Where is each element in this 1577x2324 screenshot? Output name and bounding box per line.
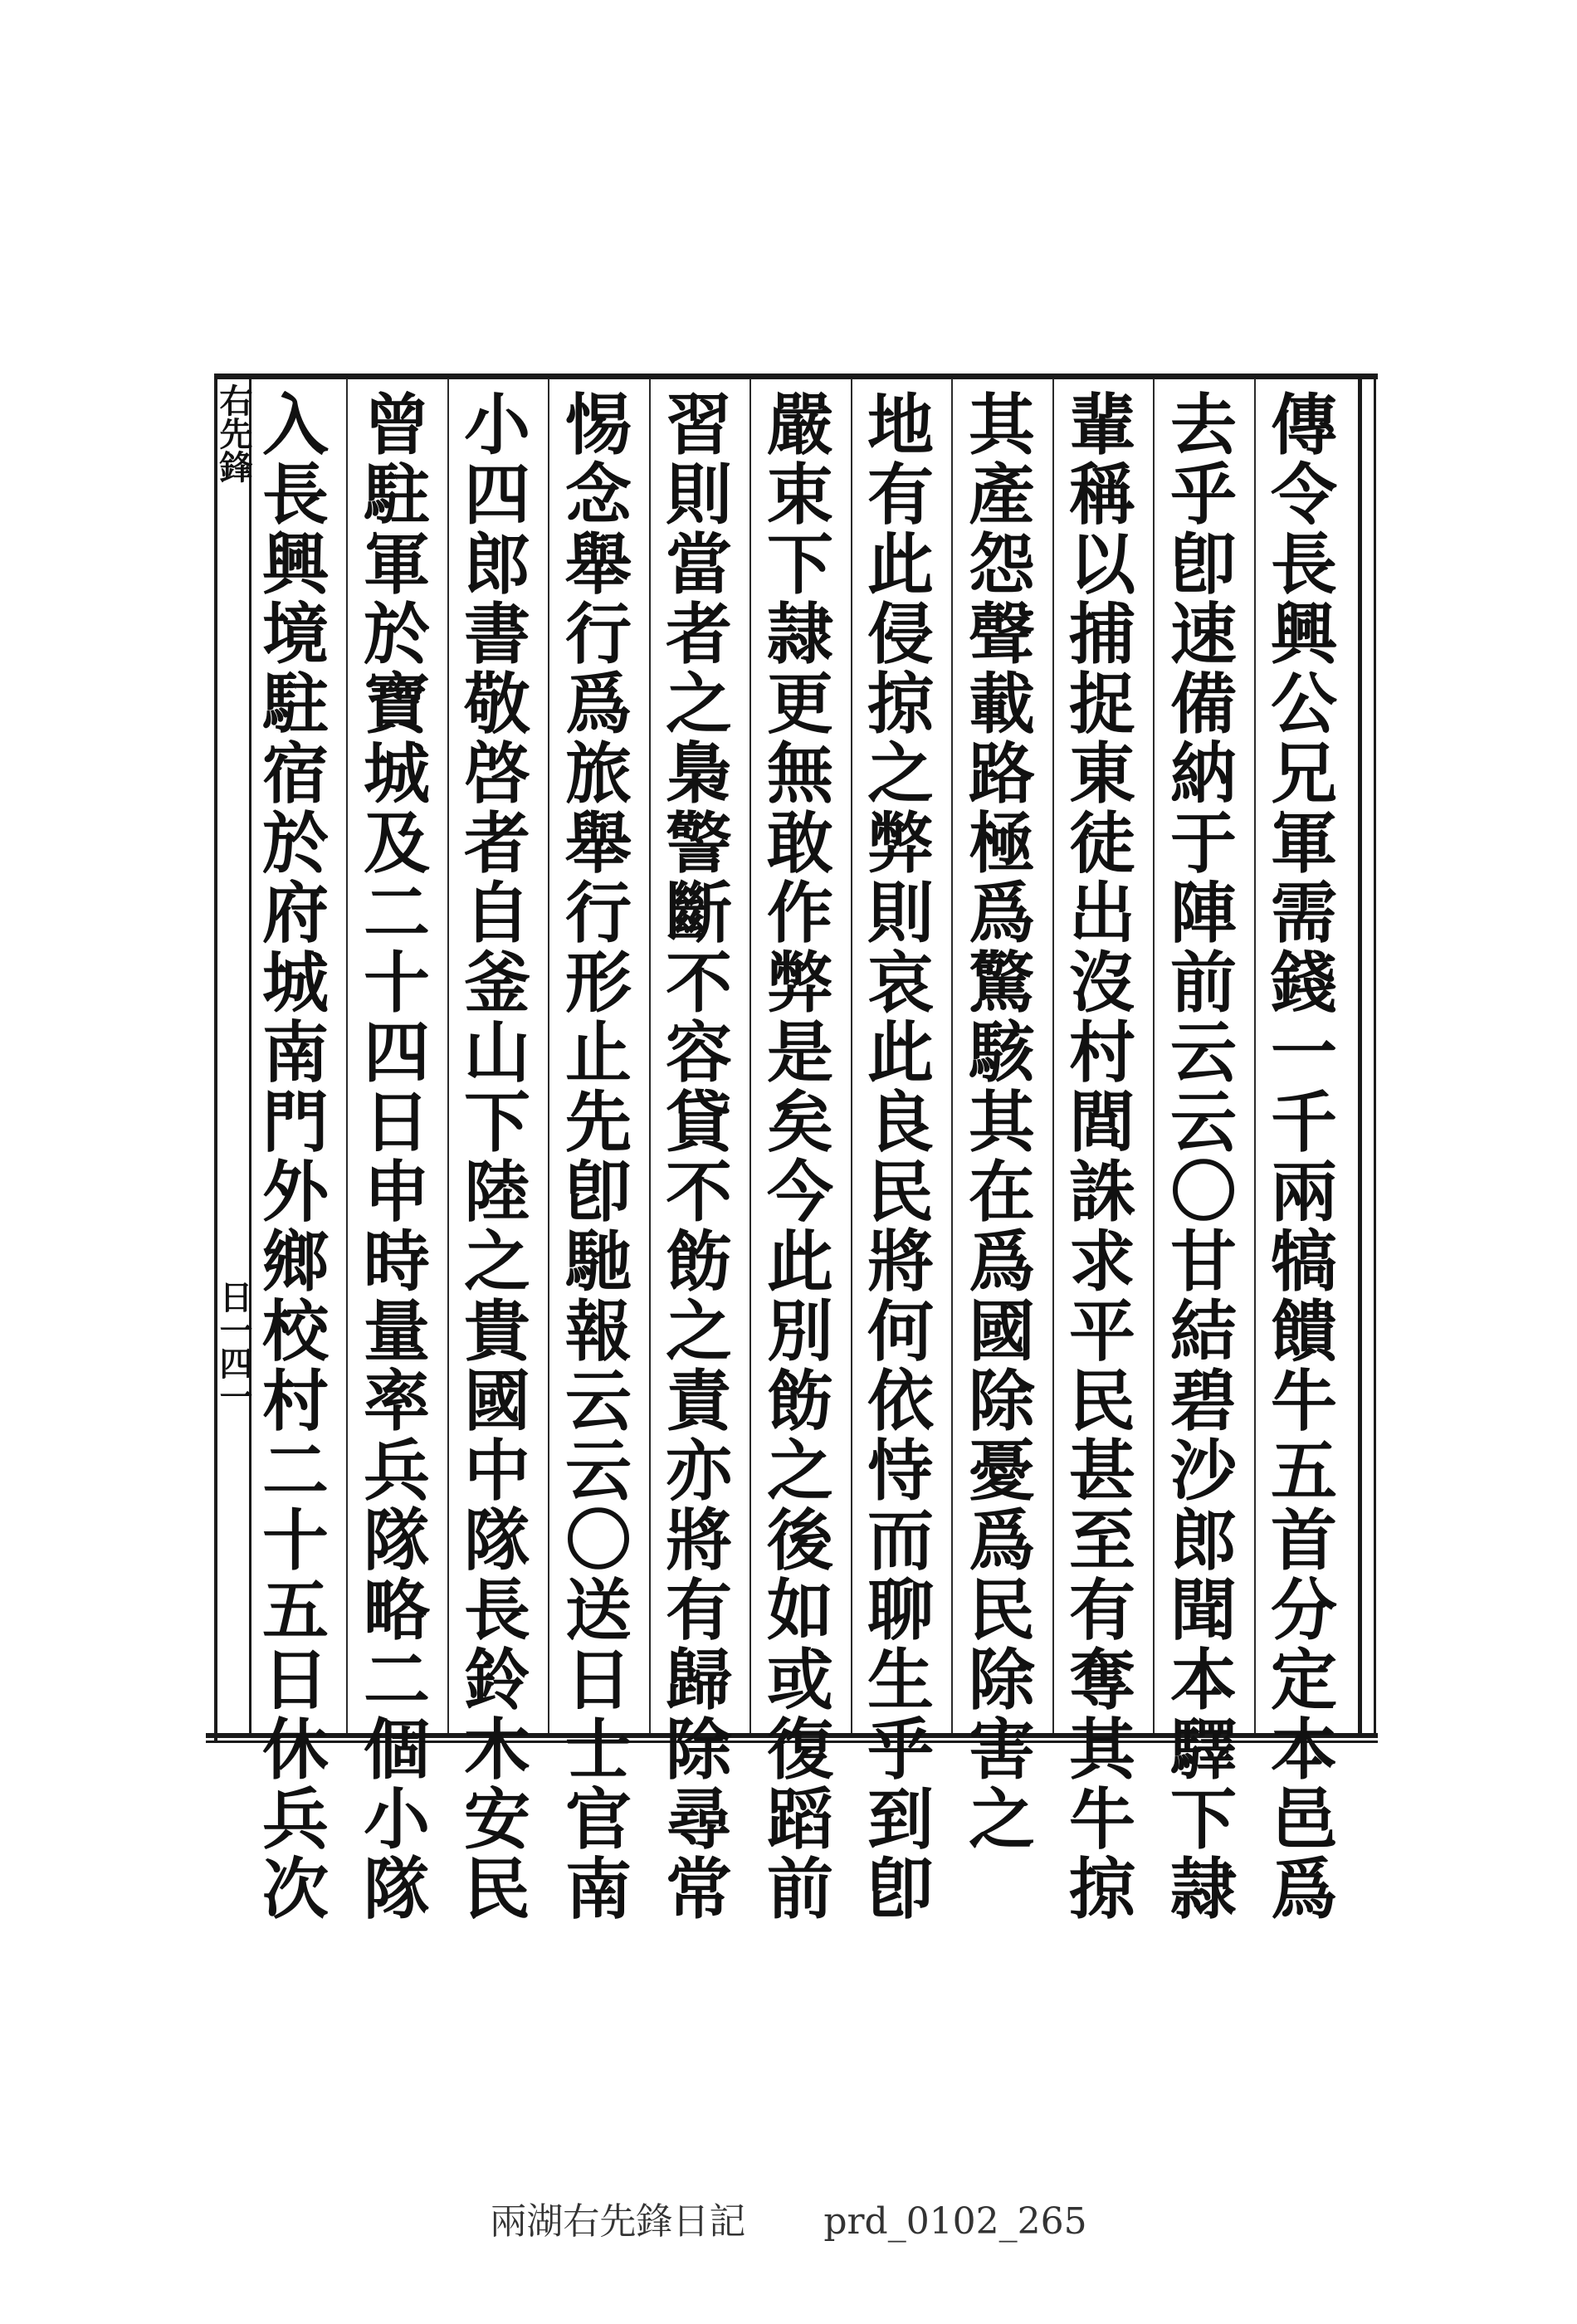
character: 此 bbox=[867, 1013, 934, 1091]
column-rule bbox=[749, 378, 751, 1733]
character: 矣 bbox=[767, 1083, 833, 1161]
character: 隊 bbox=[364, 1850, 430, 1928]
character: 舉 bbox=[565, 525, 632, 603]
text-column bbox=[857, 386, 944, 1928]
character: 隷 bbox=[1170, 1850, 1237, 1928]
character: 亦 bbox=[666, 1432, 732, 1510]
character: 作 bbox=[767, 874, 833, 952]
text-column bbox=[252, 386, 339, 1928]
character: 依 bbox=[867, 1362, 934, 1440]
character: 十 bbox=[364, 944, 430, 1022]
character: 城 bbox=[364, 735, 430, 813]
character: 送 bbox=[565, 1571, 632, 1649]
character: 稱 bbox=[1069, 456, 1135, 534]
character: 旅 bbox=[565, 735, 632, 813]
character: 有 bbox=[867, 456, 934, 534]
character: 誅 bbox=[1069, 1153, 1135, 1231]
character: 當 bbox=[666, 525, 732, 603]
footer-title: 兩湖右先鋒日記 bbox=[490, 2200, 746, 2243]
character: 者 bbox=[666, 595, 732, 673]
character: 〇 bbox=[1170, 1153, 1237, 1231]
character: 長 bbox=[464, 1571, 530, 1649]
character: 陸 bbox=[464, 1153, 530, 1231]
character: 之 bbox=[666, 1292, 732, 1370]
character: 歸 bbox=[666, 1641, 732, 1719]
character: 下 bbox=[1170, 1780, 1237, 1858]
character: 卽 bbox=[867, 1850, 934, 1928]
character: 不 bbox=[666, 944, 732, 1022]
character: 除 bbox=[969, 1362, 1035, 1440]
character: 略 bbox=[364, 1571, 430, 1649]
page-footer bbox=[0, 2191, 1577, 2244]
character: 下 bbox=[464, 1083, 530, 1161]
character: 以 bbox=[1069, 525, 1135, 603]
character: 〇 bbox=[565, 1501, 632, 1579]
fore-edge-rule bbox=[249, 374, 251, 1735]
footer-code: prd_0102_265 bbox=[823, 2200, 1087, 2243]
character: 是 bbox=[767, 1013, 833, 1091]
character: 申 bbox=[364, 1153, 430, 1231]
character: 後 bbox=[767, 1501, 833, 1579]
character: 官 bbox=[565, 1780, 632, 1858]
character: 生 bbox=[867, 1641, 934, 1719]
character: 入 bbox=[262, 386, 329, 464]
character: 二 bbox=[364, 874, 430, 952]
character: 木 bbox=[464, 1711, 530, 1789]
character: 釜 bbox=[464, 944, 530, 1022]
character: 怨 bbox=[969, 525, 1035, 603]
character: 駭 bbox=[969, 1013, 1035, 1091]
character: 常 bbox=[666, 1850, 732, 1928]
character: 之 bbox=[969, 1780, 1035, 1858]
character: 興 bbox=[1271, 595, 1337, 673]
character: 饋 bbox=[1271, 1292, 1337, 1370]
text-column bbox=[1261, 386, 1347, 1928]
character: 邑 bbox=[1271, 1780, 1337, 1858]
character: 時 bbox=[364, 1223, 430, 1301]
character: 弊 bbox=[867, 804, 934, 882]
character: 閭 bbox=[1069, 1083, 1135, 1161]
character: 郎 bbox=[1170, 1501, 1237, 1579]
character: 公 bbox=[1271, 665, 1337, 743]
character: 爲 bbox=[969, 1501, 1035, 1579]
character: 城 bbox=[262, 944, 329, 1022]
character: 鈴 bbox=[464, 1641, 530, 1719]
character: 其 bbox=[969, 1083, 1035, 1161]
character: 云 bbox=[1170, 1083, 1237, 1161]
character: 更 bbox=[767, 665, 833, 743]
character: 下 bbox=[767, 525, 833, 603]
character: 長 bbox=[1271, 525, 1337, 603]
character: 需 bbox=[1271, 874, 1337, 952]
character: 府 bbox=[262, 874, 329, 952]
character: 五 bbox=[1271, 1432, 1337, 1510]
character: 爲 bbox=[1271, 1850, 1337, 1928]
character: 于 bbox=[1170, 804, 1237, 882]
character: 害 bbox=[969, 1711, 1035, 1789]
character: 敢 bbox=[767, 804, 833, 882]
character: 國 bbox=[969, 1292, 1035, 1370]
character: 前 bbox=[767, 1850, 833, 1928]
character: 鄉 bbox=[262, 1223, 329, 1301]
character: 定 bbox=[1271, 1641, 1337, 1719]
character: 有 bbox=[666, 1571, 732, 1649]
character: 惕 bbox=[565, 386, 632, 464]
character: 云 bbox=[565, 1432, 632, 1510]
character: 村 bbox=[1069, 1013, 1135, 1091]
character: 有 bbox=[1069, 1571, 1135, 1649]
character: 興 bbox=[262, 525, 329, 603]
character: 分 bbox=[1271, 1571, 1337, 1649]
character: 聊 bbox=[867, 1571, 934, 1649]
character: 者 bbox=[464, 804, 530, 882]
character: 之 bbox=[867, 735, 934, 813]
character: 民 bbox=[1069, 1362, 1135, 1440]
text-column bbox=[1160, 386, 1247, 1928]
character: 極 bbox=[969, 804, 1035, 882]
character: 東 bbox=[1069, 735, 1135, 813]
character: 結 bbox=[1170, 1292, 1237, 1370]
text-column bbox=[757, 386, 843, 1928]
character: 在 bbox=[969, 1153, 1035, 1231]
character: 個 bbox=[364, 1711, 430, 1789]
character: 聞 bbox=[1170, 1571, 1237, 1649]
character: 尋 bbox=[666, 1780, 732, 1858]
character: 駐 bbox=[364, 456, 430, 534]
character: 民 bbox=[969, 1571, 1035, 1649]
character: 碧 bbox=[1170, 1362, 1237, 1440]
character: 兄 bbox=[1271, 735, 1337, 813]
character: 其 bbox=[1069, 1711, 1135, 1789]
character: 安 bbox=[464, 1780, 530, 1858]
character: 民 bbox=[867, 1153, 934, 1231]
character: 驛 bbox=[1170, 1711, 1237, 1789]
character: 飭 bbox=[666, 1223, 732, 1301]
character: 率 bbox=[364, 1362, 430, 1440]
character: 啓 bbox=[464, 735, 530, 813]
character: 驚 bbox=[969, 944, 1035, 1022]
character: 南 bbox=[262, 1013, 329, 1091]
character: 速 bbox=[1170, 595, 1237, 673]
character: 卽 bbox=[1170, 525, 1237, 603]
character: 乎 bbox=[1170, 456, 1237, 534]
text-column bbox=[454, 386, 540, 1928]
character: 止 bbox=[565, 1013, 632, 1091]
character: 報 bbox=[565, 1292, 632, 1370]
character: 村 bbox=[262, 1362, 329, 1440]
text-column bbox=[555, 386, 642, 1928]
character: 一 bbox=[1271, 1013, 1337, 1091]
character: 沙 bbox=[1170, 1432, 1237, 1510]
character: 其 bbox=[969, 386, 1035, 464]
character: 隊 bbox=[364, 1501, 430, 1579]
character: 憂 bbox=[969, 1432, 1035, 1510]
character: 日 bbox=[565, 1641, 632, 1719]
character: 郎 bbox=[464, 525, 530, 603]
character: 何 bbox=[867, 1292, 934, 1370]
character: 而 bbox=[867, 1501, 934, 1579]
character: 令 bbox=[1271, 456, 1337, 534]
character: 錢 bbox=[1271, 944, 1337, 1022]
character: 捕 bbox=[1069, 595, 1135, 673]
character: 云 bbox=[1170, 1013, 1237, 1091]
character: 外 bbox=[262, 1153, 329, 1231]
character: 甚 bbox=[1069, 1432, 1135, 1510]
character: 梟 bbox=[666, 735, 732, 813]
character: 南 bbox=[565, 1850, 632, 1928]
column-rule bbox=[951, 378, 953, 1733]
character: 輩 bbox=[1069, 386, 1135, 464]
character: 卽 bbox=[565, 1153, 632, 1231]
character: 路 bbox=[969, 735, 1035, 813]
text-column bbox=[1059, 386, 1145, 1928]
character: 此 bbox=[767, 1223, 833, 1301]
character: 次 bbox=[262, 1850, 329, 1928]
character: 則 bbox=[867, 874, 934, 952]
character: 出 bbox=[1069, 874, 1135, 952]
character: 長 bbox=[262, 456, 329, 534]
character: 於 bbox=[262, 804, 329, 882]
character: 如 bbox=[767, 1571, 833, 1649]
character: 行 bbox=[565, 595, 632, 673]
character: 沒 bbox=[1069, 944, 1135, 1022]
character: 云 bbox=[565, 1362, 632, 1440]
character: 小 bbox=[464, 386, 530, 464]
fore-edge-title: 右先鋒 bbox=[214, 383, 253, 483]
character: 寶 bbox=[364, 665, 430, 743]
character: 千 bbox=[1271, 1083, 1337, 1161]
character: 平 bbox=[1069, 1292, 1135, 1370]
character: 兵 bbox=[364, 1432, 430, 1510]
character: 侵 bbox=[867, 595, 934, 673]
column-rule bbox=[447, 378, 449, 1733]
text-column bbox=[656, 386, 742, 1928]
character: 之 bbox=[666, 665, 732, 743]
character: 奪 bbox=[1069, 1641, 1135, 1719]
character: 至 bbox=[1069, 1501, 1135, 1579]
character: 首 bbox=[1271, 1501, 1337, 1579]
frame-top-border bbox=[214, 374, 1378, 379]
character: 犒 bbox=[1271, 1223, 1337, 1301]
character: 駐 bbox=[262, 665, 329, 743]
character: 軍 bbox=[1271, 804, 1337, 882]
character: 念 bbox=[565, 456, 632, 534]
character: 或 bbox=[767, 1641, 833, 1719]
character: 山 bbox=[464, 1013, 530, 1091]
character: 捉 bbox=[1069, 665, 1135, 743]
character: 不 bbox=[666, 1153, 732, 1231]
character: 休 bbox=[262, 1711, 329, 1789]
character: 陣 bbox=[1170, 874, 1237, 952]
character: 境 bbox=[262, 595, 329, 673]
character: 二 bbox=[262, 1432, 329, 1510]
character: 爲 bbox=[969, 1223, 1035, 1301]
character: 牛 bbox=[1271, 1362, 1337, 1440]
character: 容 bbox=[666, 1013, 732, 1091]
character: 小 bbox=[364, 1780, 430, 1858]
character: 良 bbox=[867, 1083, 934, 1161]
column-rule bbox=[1153, 378, 1155, 1733]
character: 將 bbox=[666, 1501, 732, 1579]
text-column bbox=[354, 386, 440, 1928]
character: 行 bbox=[565, 874, 632, 952]
column-rule bbox=[1052, 378, 1054, 1733]
character: 牛 bbox=[1069, 1780, 1135, 1858]
character: 貸 bbox=[666, 1083, 732, 1161]
character: 四 bbox=[464, 456, 530, 534]
character: 曾 bbox=[364, 386, 430, 464]
character: 今 bbox=[767, 1153, 833, 1231]
character: 國 bbox=[464, 1362, 530, 1440]
character: 二 bbox=[364, 1641, 430, 1719]
column-rule bbox=[548, 378, 549, 1733]
character: 去 bbox=[1170, 386, 1237, 464]
character: 舉 bbox=[565, 804, 632, 882]
column-rule bbox=[346, 378, 348, 1733]
character: 本 bbox=[1170, 1641, 1237, 1719]
character: 聲 bbox=[969, 595, 1035, 673]
character: 則 bbox=[666, 456, 732, 534]
character: 此 bbox=[867, 525, 934, 603]
fore-edge-folio: 日一四一 bbox=[214, 1280, 253, 1413]
character: 嚴 bbox=[767, 386, 833, 464]
frame-right-border bbox=[1358, 374, 1376, 1733]
character: 形 bbox=[565, 944, 632, 1022]
character: 中 bbox=[464, 1432, 530, 1510]
character: 載 bbox=[969, 665, 1035, 743]
character: 馳 bbox=[565, 1223, 632, 1301]
character: 備 bbox=[1170, 665, 1237, 743]
character: 隊 bbox=[464, 1501, 530, 1579]
character: 習 bbox=[666, 386, 732, 464]
character: 甘 bbox=[1170, 1223, 1237, 1301]
character: 隷 bbox=[767, 595, 833, 673]
fore-edge-column bbox=[214, 383, 253, 1728]
character: 貴 bbox=[464, 1292, 530, 1370]
character: 復 bbox=[767, 1711, 833, 1789]
character: 別 bbox=[767, 1292, 833, 1370]
character: 掠 bbox=[1069, 1850, 1135, 1928]
character: 十 bbox=[262, 1501, 329, 1579]
character: 之 bbox=[464, 1223, 530, 1301]
character: 宿 bbox=[262, 735, 329, 813]
character: 校 bbox=[262, 1292, 329, 1370]
character: 到 bbox=[867, 1780, 934, 1858]
character: 傳 bbox=[1271, 386, 1337, 464]
character: 本 bbox=[1271, 1711, 1337, 1789]
character: 之 bbox=[767, 1432, 833, 1510]
character: 民 bbox=[464, 1850, 530, 1928]
character: 哀 bbox=[867, 944, 934, 1022]
character: 士 bbox=[565, 1711, 632, 1789]
character: 弊 bbox=[767, 944, 833, 1022]
character: 飭 bbox=[767, 1362, 833, 1440]
character: 軍 bbox=[364, 525, 430, 603]
character: 徒 bbox=[1069, 804, 1135, 882]
character: 乎 bbox=[867, 1711, 934, 1789]
character: 警 bbox=[666, 804, 732, 882]
character: 兵 bbox=[262, 1780, 329, 1858]
character: 納 bbox=[1170, 735, 1237, 813]
character: 爲 bbox=[969, 874, 1035, 952]
character: 責 bbox=[666, 1362, 732, 1440]
character: 日 bbox=[364, 1083, 430, 1161]
character: 地 bbox=[867, 386, 934, 464]
column-rule bbox=[851, 378, 852, 1733]
character: 書 bbox=[464, 595, 530, 673]
character: 產 bbox=[969, 456, 1035, 534]
character: 門 bbox=[262, 1083, 329, 1161]
character: 無 bbox=[767, 735, 833, 813]
character: 爲 bbox=[565, 665, 632, 743]
character: 除 bbox=[666, 1711, 732, 1789]
column-rule bbox=[649, 378, 651, 1733]
character: 自 bbox=[464, 874, 530, 952]
character: 掠 bbox=[867, 665, 934, 743]
character: 先 bbox=[565, 1083, 632, 1161]
character: 敬 bbox=[464, 665, 530, 743]
character: 及 bbox=[364, 804, 430, 882]
character: 束 bbox=[767, 456, 833, 534]
character: 日 bbox=[262, 1641, 329, 1719]
character: 兩 bbox=[1271, 1153, 1337, 1231]
character: 求 bbox=[1069, 1223, 1135, 1301]
character: 除 bbox=[969, 1641, 1035, 1719]
character: 前 bbox=[1170, 944, 1237, 1022]
character: 斷 bbox=[666, 874, 732, 952]
character: 四 bbox=[364, 1013, 430, 1091]
column-rule bbox=[1254, 378, 1256, 1733]
text-column bbox=[959, 386, 1045, 1858]
character: 蹈 bbox=[767, 1780, 833, 1858]
character: 恃 bbox=[867, 1432, 934, 1510]
character: 五 bbox=[262, 1571, 329, 1649]
character: 量 bbox=[364, 1292, 430, 1370]
character: 將 bbox=[867, 1223, 934, 1301]
character: 於 bbox=[364, 595, 430, 673]
